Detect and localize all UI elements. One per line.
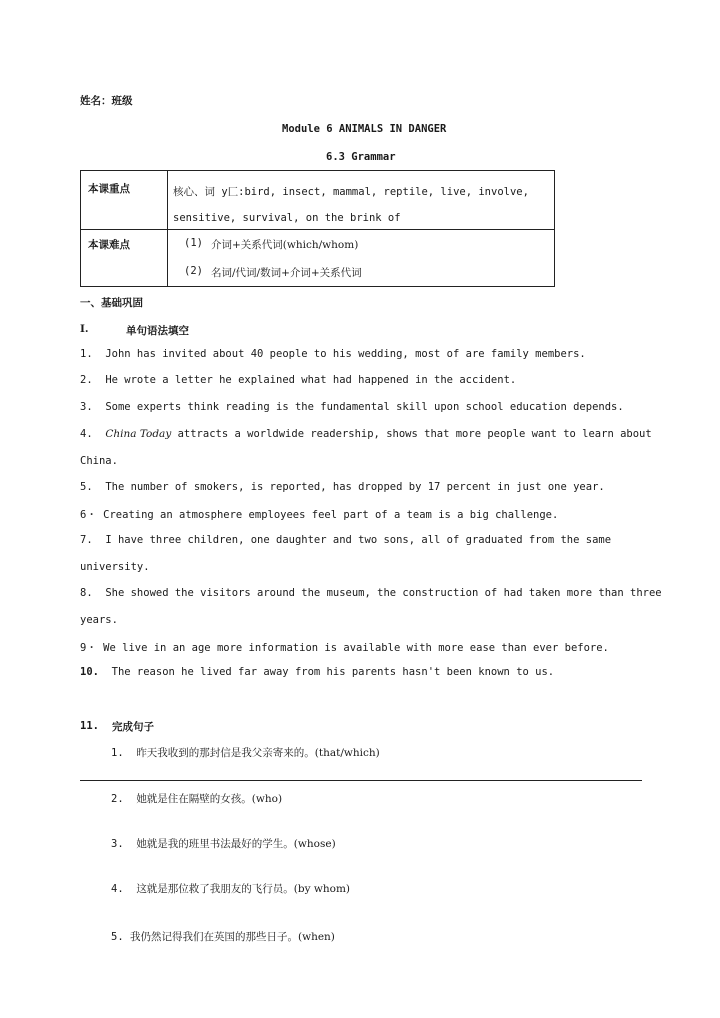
item-number: 2.	[111, 793, 124, 805]
question-2	[80, 374, 516, 386]
sentence-item-5	[111, 929, 335, 944]
name-class-label: 姓名：班级	[80, 95, 133, 107]
question-4	[80, 428, 652, 440]
row2-item2-text: 名词/代词/数词+介词+关系代词	[211, 267, 362, 279]
part1-number: I.	[80, 323, 89, 335]
question-10	[80, 666, 554, 678]
question-text: Creating an atmosphere employees feel part of a team is a big challenge.	[103, 509, 559, 521]
question-text: He wrote a letter he explained what had happened in the accident.	[105, 374, 517, 386]
question-5	[80, 481, 605, 493]
question-text: I have three children, one daughter and two sons, all of graduated from the same	[105, 534, 612, 546]
sentence-item-2	[111, 791, 282, 806]
module-title: Module 6 ANIMALS IN DANGER	[282, 123, 447, 135]
question-7	[80, 534, 611, 546]
table-divider-horizontal	[81, 229, 554, 230]
section-title: 6.3 Grammar	[326, 151, 396, 163]
question-text: John has invited about 40 people to his wedding, most of are family members.	[105, 348, 586, 360]
row2-item1-text: 介词+关系代词(which/whom)	[211, 239, 359, 251]
question-number: 6・	[80, 509, 97, 521]
part1-title: 单句语法填空	[126, 325, 189, 337]
sentence-item-3	[111, 836, 336, 851]
row2-label: 本课难点	[88, 239, 130, 251]
question-6	[80, 507, 558, 522]
question-1	[80, 348, 586, 360]
question-4-continued: China.	[80, 455, 118, 467]
question-text: The reason he lived far away from his parents hasn't been known to us.	[111, 666, 555, 678]
item-text: 她就是我的班里书法最好的学生。(whose)	[136, 838, 336, 850]
question-9	[80, 640, 609, 655]
question-text: attracts a worldwide readership, shows that more people want to learn about	[171, 428, 652, 440]
question-number: 8.	[80, 587, 93, 599]
question-number: 9・	[80, 642, 97, 654]
part2-number: 11.	[80, 720, 99, 732]
lesson-table	[80, 170, 555, 287]
item-text: 我仍然记得我们在英国的那些日子。(when)	[129, 931, 335, 943]
question-8	[80, 587, 662, 599]
question-text: The number of smokers, is reported, has dropped by 17 percent in just one year.	[105, 481, 605, 493]
row2-item1-num: (1)	[184, 237, 203, 249]
question-7-continued: university.	[80, 561, 150, 573]
question-number: 2.	[80, 374, 93, 386]
sentence-item-4	[111, 881, 350, 896]
row1-label: 本课重点	[88, 183, 130, 195]
row2-item2-num: (2)	[184, 265, 203, 277]
part2-title: 完成句子	[112, 721, 154, 733]
item-text: 这就是那位救了我朋友的飞行员。(by whom)	[136, 883, 351, 895]
item-number: 5.	[111, 931, 124, 943]
question-8-continued: years.	[80, 614, 118, 626]
question-number: 10.	[80, 666, 99, 678]
magazine-title: China Today	[105, 428, 172, 440]
item-text: 昨天我收到的那封信是我父亲寄来的。(that/which)	[136, 747, 380, 759]
question-text: We live in an age more information is available with more ease than ever before.	[103, 642, 609, 654]
item-number: 3.	[111, 838, 124, 850]
item-text: 她就是住在隔壁的女孩。(who)	[136, 793, 283, 805]
row1-line2: sensitive, survival, on the brink of	[173, 212, 401, 224]
question-text: She showed the visitors around the museum, the construction of had taken more than three	[105, 587, 662, 599]
item-number: 1.	[111, 747, 124, 759]
sentence-item-1	[111, 745, 380, 760]
item-number: 4.	[111, 883, 124, 895]
question-text: Some experts think reading is the fundamental skill upon school education depends.	[105, 401, 624, 413]
question-number: 5.	[80, 481, 93, 493]
question-number: 3.	[80, 401, 93, 413]
question-3	[80, 401, 624, 413]
question-number: 4.	[80, 428, 93, 440]
row1-line1: 核心、词 y匚:bird, insect, mammal, reptile, live, involve,	[173, 186, 529, 198]
question-number: 1.	[80, 348, 93, 360]
section-heading-basics: 一、基础巩固	[80, 297, 143, 309]
answer-line	[80, 780, 642, 781]
question-number: 7.	[80, 534, 93, 546]
